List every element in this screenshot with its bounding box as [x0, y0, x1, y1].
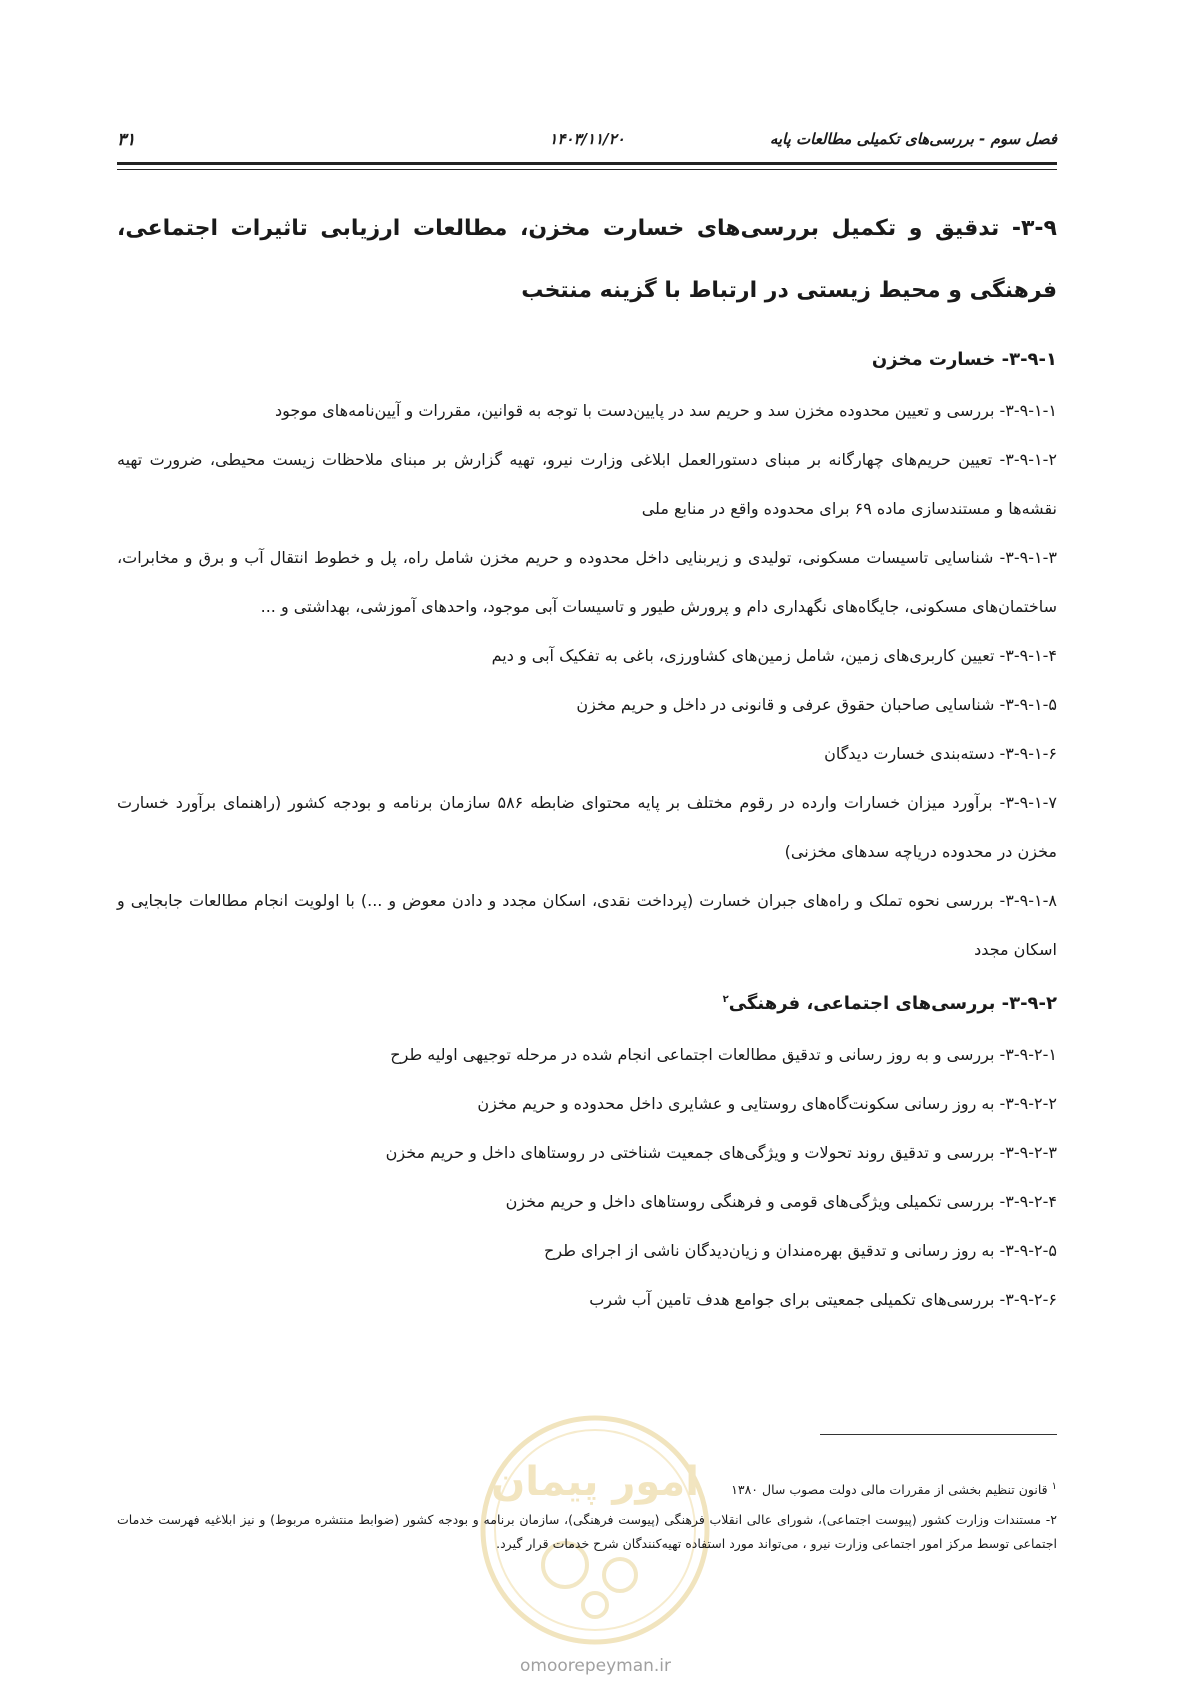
list-item: ۳-۹-۱-۴- تعیین کاربری‌های زمین، شامل زمین‌های کشاورزی، باغی به تفکیک آبی و دیم	[491, 646, 1057, 665]
running-header	[117, 130, 1057, 156]
header-rule-thin	[117, 169, 1057, 170]
list-item: ۳-۹-۲-۵- به روز رسانی و تدقیق بهره‌مندان و زیان‌دیدگان ناشی از اجرای طرح	[544, 1241, 1057, 1260]
list-item: ۳-۹-۱-۶- دسته‌بندی خسارت دیدگان	[824, 744, 1057, 763]
list-item: ۳-۹-۲-۳- بررسی و تدقیق روند تحولات و ویژگی‌های جمعیت شناختی در روستاهای داخل و حریم مخزن	[385, 1143, 1057, 1162]
subsection-title-social-cultural	[117, 988, 1057, 1020]
footnote-mark: ۱	[1051, 1480, 1057, 1492]
footnote-text: قانون تنظیم بخشی از مقررات مالی دولت مصوب سال ۱۳۸۰	[731, 1482, 1048, 1497]
footnote-2	[117, 1508, 1057, 1556]
footnote-text: مستندات وزارت کشور (پیوست اجتماعی)، شورای عالی انقلاب فرهنگی (پیوست فرهنگی)، سازمان برنامه و بودجه کشور (ضوابط منتشره مربوط) و نیز ابلاغیه فهرست خدمات اجتماعی توسط مرکز امور اجتماعی وزارت نیرو ، می‌تواند مورد استفاده تهیه‌کنندگان شرح خدمات قرار گیرد.	[117, 1512, 1057, 1551]
footnotes	[117, 1478, 1057, 1562]
list-item: ۳-۹-۱-۸- بررسی نحوه تملک و راه‌های جبران خسارت (پرداخت نقدی، اسکان مجدد و دادن معوض و ...) با اولویت انجام مطالعات جابجایی و اسکان مجدد	[117, 891, 1057, 959]
header-rule-thick	[117, 162, 1057, 165]
list-item: ۳-۹-۱-۳- شناسایی تاسیسات مسکونی، تولیدی و زیربنایی داخل محدوده و حریم مخزن شامل راه، پل و خطوط انتقال آب و برق و مخابرات، ساختمان‌های مسکونی، جایگاه‌های نگهداری دام و پرورش طیور و تاسیسات آبی موجود، واحدهای آموزشی، بهداشتی و ...	[117, 548, 1057, 616]
list-item: ۳-۹-۲-۶- بررسی‌های تکمیلی جمعیتی برای جوامع هدف تامین آب شرب	[589, 1290, 1057, 1309]
subsection-title-text: ۳-۹-۱- خسارت مخزن	[871, 349, 1057, 370]
page-number: ۳۱	[117, 130, 136, 150]
section-title: ۳-۹- تدقیق و تکمیل بررسی‌های خسارت مخزن، مطالعات ارزیابی تاثیرات اجتماعی، فرهنگی و محیط زیستی در ارتباط با گزینه منتخب	[117, 216, 1057, 303]
list-item: ۳-۹-۱-۵- شناسایی صاحبان حقوق عرفی و قانونی در داخل و حریم مخزن	[576, 695, 1057, 714]
subsection-title-reservoir-damage	[117, 344, 1057, 376]
chapter-title: فصل سوم - بررسی‌های تکمیلی مطالعات پایه	[769, 130, 1057, 148]
list-item-text: ۳-۹-۱-۲- تعیین حریم‌های چهارگانه بر مبنای دستورالعمل ابلاغی وزارت نیرو، تهیه گزارش بر مبنای ملاحظات زیست محیطی، ضرورت تهیه نقشه‌ها و مستندسازی ماده ۶۹ برای محدوده واقع در منابع ملی	[117, 450, 1057, 518]
watermark-logo-text: امور پیمان	[491, 1459, 699, 1505]
footnote-1	[117, 1478, 1057, 1502]
list-item: ۳-۹-۲-۲- به روز رسانی سکونت‌گاه‌های روستایی و عشایری داخل محدوده و حریم مخزن	[477, 1094, 1057, 1113]
list-item	[117, 435, 1057, 533]
main-content	[117, 198, 1057, 1324]
watermark-site: omoorepeyman.ir	[519, 1656, 672, 1676]
footnote-mark: ۲-	[1045, 1512, 1057, 1527]
subsection-title-text: ۳-۹-۲- بررسی‌های اجتماعی، فرهنگی	[728, 993, 1057, 1014]
header-date: ۱۴۰۳/۱۱/۲۰	[549, 130, 625, 148]
list-item: ۳-۹-۱-۱- بررسی و تعیین محدوده مخزن سد و حریم سد در پایین‌دست با توجه به قوانین، مقررات و آیین‌نامه‌های موجود	[275, 401, 1057, 420]
footnote-ref: ۲	[722, 994, 729, 1005]
list-item: ۳-۹-۲-۱- بررسی و به روز رسانی و تدقیق مطالعات اجتماعی انجام شده در مرحله توجیهی اولیه طرح	[390, 1045, 1057, 1064]
footnote-separator	[820, 1434, 1057, 1435]
list-item: ۳-۹-۱-۷- برآورد میزان خسارات وارده در رقوم مختلف بر پایه محتوای ضابطه ۵۸۶ سازمان برنامه و بودجه کشور (راهنمای برآورد خسارت مخزن در محدوده دریاچه سدهای مخزنی)	[117, 793, 1058, 861]
list-item: ۳-۹-۲-۴- بررسی تکمیلی ویژگی‌های قومی و فرهنگی روستاهای داخل و حریم مخزن	[505, 1192, 1057, 1211]
